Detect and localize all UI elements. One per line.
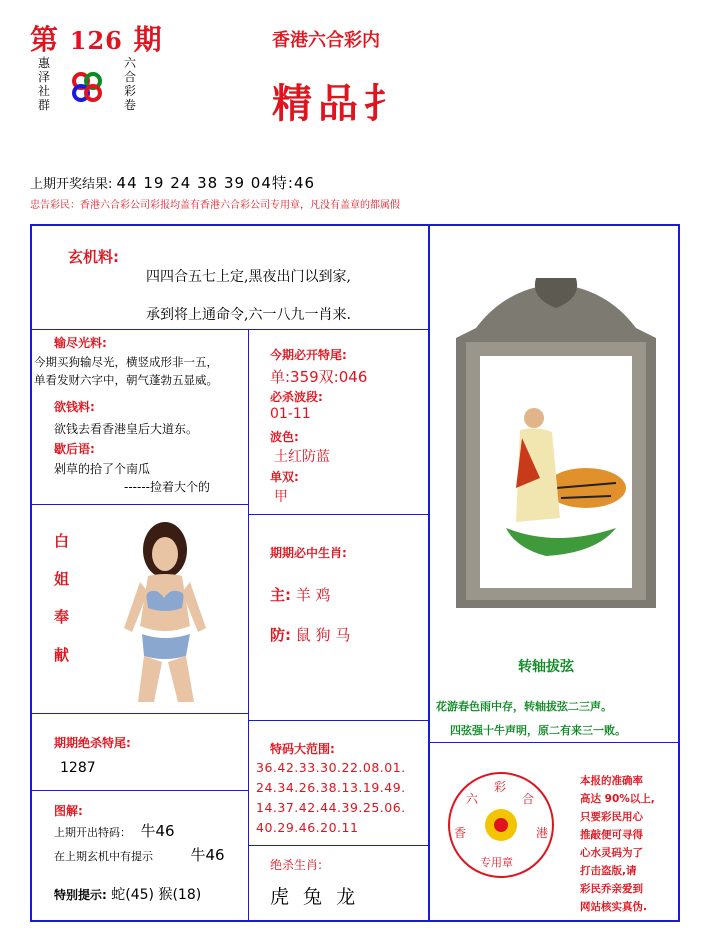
- divider-mid-3: [248, 845, 428, 846]
- xuanji-line1: 四四合五七上定,黑夜出门以到家,: [146, 269, 351, 285]
- divider-xuanji: [30, 329, 428, 330]
- tribute-char: 姐: [54, 570, 70, 588]
- notice-text: 忠告彩民：香港六合彩公司彩报均盖有香港六合彩公司专用章，凡没有盖章的都属假: [30, 200, 400, 211]
- shengxiao-fang-prefix: 防:: [270, 626, 291, 644]
- shengxiao-fang: [270, 624, 350, 645]
- teda-line4: 40.29.46.20.11: [256, 820, 359, 835]
- accuracy-line: 彩民乔亲爱到: [580, 883, 643, 895]
- jueshao-label: 期期绝杀特尾:: [54, 736, 131, 750]
- right-char: 合: [124, 70, 137, 84]
- divider-mid-col: [248, 329, 249, 922]
- yuqian-text: 欲钱去看香港皇后大道东。: [54, 422, 199, 436]
- shengxiao-main-prefix: 主:: [270, 586, 291, 604]
- issue-title: [30, 18, 163, 58]
- bose-value: 01-11: [270, 406, 311, 422]
- divider-mid-1: [248, 514, 428, 515]
- tujie-line1: [54, 820, 175, 841]
- left-char: 群: [38, 98, 51, 112]
- teda-line2: 24.34.26.38.13.19.49.: [256, 780, 406, 795]
- teda-label: 特码大范围:: [270, 742, 335, 756]
- divider-right-1: [428, 742, 680, 743]
- divider-left-2: [30, 713, 248, 714]
- shengxiao-label: 期期必中生肖:: [270, 546, 347, 560]
- xiehou-line2: ------捡着大个的: [124, 480, 210, 494]
- shushu-label: 输尽光料:: [54, 336, 107, 350]
- accuracy-line: 高达 90%以上,: [580, 793, 655, 805]
- lottery-logo: [70, 70, 104, 104]
- last-results: [30, 172, 315, 193]
- issue-number: 126: [69, 26, 123, 55]
- issue-prefix: 第: [30, 23, 60, 56]
- color-label: 波色:: [270, 430, 299, 444]
- xiehou-label: 歇后语:: [54, 442, 95, 456]
- results-label: 上期开奖结果:: [30, 177, 113, 192]
- left-char: 社: [38, 84, 51, 98]
- seal-char: 专用章: [480, 856, 513, 869]
- right-vertical-label: [124, 56, 140, 112]
- tebie-value: 蛇(45) 猴(18): [111, 887, 202, 903]
- picture-caption: 转轴拔弦: [518, 659, 574, 675]
- danshuang-value: 甲: [274, 489, 288, 505]
- tebie-label: 特别提示:: [54, 888, 107, 902]
- accuracy-line: 只要彩民用心: [580, 811, 643, 823]
- tribute-char: 奉: [54, 608, 70, 626]
- left-vertical-label: [38, 56, 54, 112]
- teda-line1: 36.42.33.30.22.08.01.: [256, 760, 406, 775]
- teda-line3: 14.37.42.44.39.25.06.: [256, 800, 406, 815]
- jue-value: 虎 兔 龙: [270, 886, 360, 908]
- divider-mid-2: [248, 720, 428, 721]
- tebie-row: [54, 884, 201, 904]
- framed-picture: [436, 278, 676, 614]
- seal-char: 香: [454, 826, 467, 840]
- xuanji-line2: 承到将上通命令,六一八九一肖来.: [146, 307, 351, 323]
- yuqian-label: 欲钱料:: [54, 400, 95, 414]
- accuracy-line: 网站核实真伪.: [580, 901, 647, 913]
- right-char: 卷: [124, 98, 137, 112]
- tujie-label: 图解:: [54, 804, 83, 818]
- divider-left-1: [30, 504, 248, 505]
- accuracy-notice: [580, 772, 678, 916]
- seal-char: 港: [536, 826, 549, 840]
- xuanji-label: 玄机料:: [68, 248, 119, 266]
- tujie-line1-text: 上期开出特码：: [54, 826, 131, 839]
- poem-line2: 四弦强十牛声明，原二有来三一败。: [450, 724, 626, 737]
- left-char: 泽: [38, 70, 51, 84]
- weishu-label: 今期必开特尾:: [270, 348, 347, 362]
- weishu-value: 单:359双:046: [270, 368, 368, 386]
- right-char: 六: [124, 56, 137, 70]
- shengxiao-fang-value: 鼠 狗 马: [295, 626, 351, 644]
- shushu-line1: 今期买狗输尽光，横竖成形非一五，: [34, 355, 218, 369]
- danshuang-label: 单双:: [270, 470, 299, 484]
- seal-char: 六: [466, 792, 479, 806]
- divider-left-3: [30, 790, 248, 791]
- model-photo: [110, 516, 220, 706]
- tribute-char: 献: [54, 646, 70, 664]
- jue-label: 绝杀生肖:: [270, 858, 323, 872]
- shushu-line2: 单看发财六字中，朝气蓬勃五显威。: [34, 373, 218, 387]
- seal-char: 彩: [494, 780, 507, 794]
- model-figure-icon: [110, 516, 220, 706]
- ornate-frame-icon: [436, 278, 676, 614]
- bose-label: 必杀波段:: [270, 390, 323, 404]
- seal-char: 合: [522, 792, 535, 806]
- poem-line1: 花游春色雨中存，转轴拔弦二三声。: [436, 700, 612, 713]
- header-title: 精品扌: [272, 80, 410, 127]
- jueshao-value: 1287: [60, 760, 96, 776]
- tujie-line1-value: 牛46: [140, 822, 175, 840]
- accuracy-line: 打击盗版,请: [580, 865, 637, 877]
- issue-suffix: 期: [133, 23, 163, 56]
- official-seal: [446, 770, 556, 880]
- left-char: 惠: [38, 56, 51, 70]
- tujie-line2-value: 牛46: [190, 846, 225, 864]
- results-numbers: 44 19 24 38 39 04特:46: [116, 174, 316, 192]
- header-subtitle: 香港六合彩内: [272, 30, 380, 51]
- accuracy-line: 推敲便可寻得: [580, 829, 643, 841]
- xiehou-line1: 剁草的拾了个南瓜: [54, 462, 151, 476]
- shengxiao-main: [270, 584, 331, 605]
- tujie-line2-text: 在上期玄机中有提示: [54, 850, 153, 863]
- right-char: 彩: [124, 84, 137, 98]
- lottery-logo-icon: [70, 70, 104, 104]
- accuracy-line: 本报的准确率: [580, 775, 643, 787]
- tribute-char: 白: [54, 532, 70, 550]
- tujie-line2: [54, 844, 225, 865]
- color-value: 土红防蓝: [274, 449, 330, 465]
- divider-right-col: [428, 224, 430, 922]
- accuracy-line: 心水灵码为了: [580, 847, 643, 859]
- shengxiao-main-value: 羊 鸡: [295, 586, 331, 604]
- tribute-vertical: [54, 522, 69, 674]
